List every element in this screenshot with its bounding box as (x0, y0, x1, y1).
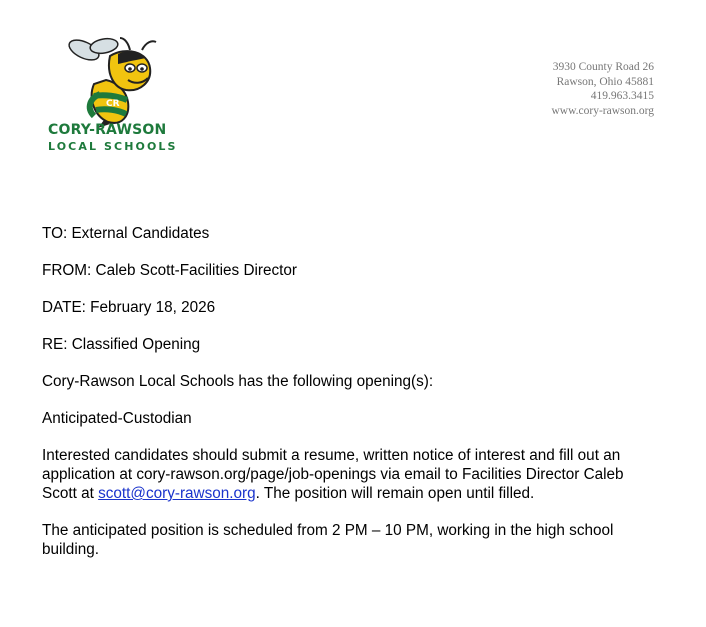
address-website: www.cory-rawson.org (551, 104, 654, 117)
address-street: 3930 County Road 26 (552, 61, 654, 73)
memo-to: TO: External Candidates (42, 225, 210, 242)
memo-re: RE: Classified Opening (42, 336, 201, 353)
memo-from: FROM: Caleb Scott-Facilities Director (42, 262, 297, 279)
school-address (551, 60, 654, 118)
memo-date: DATE: February 18, 2026 (42, 299, 216, 316)
memo-schedule: The anticipated position is scheduled from 2 PM – 10 PM, working in the high school building. (42, 522, 614, 558)
email-link[interactable]: scott@cory-rawson.org (98, 485, 256, 502)
instructions-text-after: . The position will remain open until filled. (255, 485, 535, 502)
hornet-mascot-icon (64, 36, 160, 128)
mascot-label: CR (106, 99, 120, 109)
logo-subtitle: LOCAL SCHOOLS (48, 140, 178, 153)
instructions-text-before: Interested candidates should submit a resume, written notice of interest and fill out an application at cory-rawson.org/page/job-openings via email to Facilities Director Caleb Scott at (42, 447, 624, 502)
memo-body (42, 224, 662, 577)
memo-opening: Anticipated-Custodian (42, 410, 192, 427)
memo-instructions (42, 446, 662, 503)
address-city: Rawson, Ohio 45881 (556, 75, 654, 88)
address-phone: 419.963.3415 (590, 90, 654, 102)
memo-intro: Cory-Rawson Local Schools has the following opening(s): (42, 373, 434, 390)
logo-name: CORY-RAWSON (48, 122, 167, 138)
